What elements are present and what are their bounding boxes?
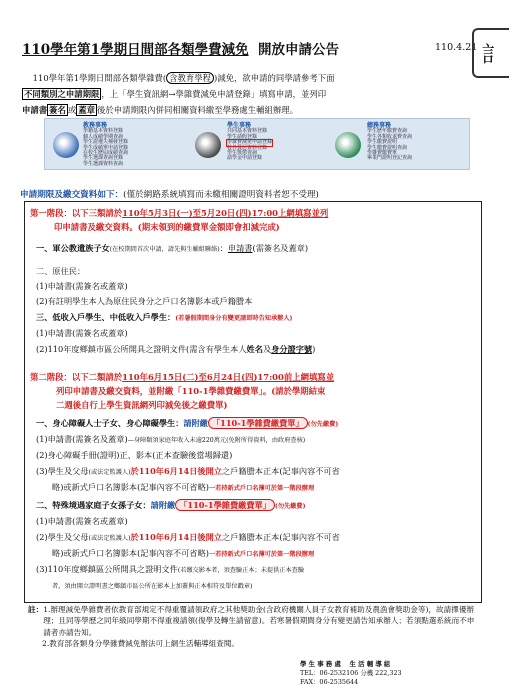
system-menu-image [44, 118, 470, 170]
special-item-2-cont: 略)或新式戶口名簿影本(記事內容不可省略)一若持新式戶口名簿可於第一階段辦理 [52, 548, 315, 558]
disabled-item-1: (1)申請書(需簽名及蓋章)—身障類須家庭年收入未逾220萬元(免附所得資料，由政府查核) [36, 434, 306, 444]
aboriginal-item-2: (2)有註明學生本人為原住民身分之戶口名簿影本或戶籍謄本 [36, 296, 253, 306]
special-heading: 二、特殊境遇家庭子女孫子女：請附繳 「110-1學雜費繳費單」 (勿先繳費) [36, 500, 306, 510]
special-item-3: (3)110年度鄉鎮區公所開具之證明文件(若繳交影本者，須查驗正本；未提供正本查驗 [36, 564, 305, 574]
lowincome-item-1: (1)申請書(需簽名或蓋章) [36, 328, 128, 338]
military-line: 一、軍公教遺族子女(在校期間首次申請，請先與生輔組聯絡)：申請書(需簽名及蓋章) [36, 243, 309, 253]
intro-paragraph: 110學年第1學期日間部各類學雜費( 含教育學程 )減免，欲申請的同學請參考下面 不同類別之申請期限 ，上「學生資訊網→學雜費減免申請登錄」填寫申請，並列印 申請書 簽名 或 蓋章 後於申請期限內併同相關資料繳至學務處生輔組辦理。 [22, 73, 335, 115]
academic-icon [53, 132, 79, 158]
side-tab: 訁 [472, 28, 509, 78]
phase1-heading: 第一階段：以下三類請於110年5月3日(一)至5月20日(四)17:00上網填寫並列 印申請書及繳交資料。(期末領到的繳費單金額即會扣減完成) [30, 208, 329, 232]
student-affairs-icon [195, 132, 221, 158]
announce-date: 110.4.21 [435, 42, 478, 53]
disabled-item-3: (3)學生及父母(或法定監護人)於110年6月14日後開立之戶籍謄本正本(記事內容不可省 [36, 466, 340, 476]
aboriginal-item-1: (1)申請書(需簽名或蓋章) [36, 281, 128, 291]
section-heading: 申請期限及繳交資料如下：(僅於網路系統填寫而未繳相關證明資料者恕不受理) [20, 190, 319, 200]
disabled-heading: 一、身心障礙人士子女、身心障礙學生：請附繳 「110-1學雜費繳費單」 (勿先繳費) [36, 418, 339, 428]
special-item-3-cont: 者，須由開立證明書之鄉鎮市區公所在影本上加蓋與正本相符及單位戳章) [52, 583, 253, 590]
disabled-item-3-cont: 略)或新式戶口名簿影本(記事內容不可省略)一若持新式戶口名簿可於第一階段辦理 [52, 482, 315, 492]
menu-col-general: 總務事務 學生歷年繳費查詢 學生各類收退費查詢 學生繳費證明 學生繳費證明查詢 學雜費繳費單 畢業門證明登記查詢 [367, 122, 413, 162]
general-affairs-icon [335, 132, 361, 158]
footnote: 註： 1.辦理減免學雜費者依教育部規定不得重覆請領政府之其他獎助金(含政府機關人員子女教育補助及農漁會獎助金等)，故請擇優辦理；且同等學歷之同年級同學期不得重複請領(復學及轉生請留意)。若寒暑假期間身分有變更請告知承辦人；若須點選系統而不申請者亦請告知。 2.教育部各類身分學雜費減免辦法可上網生活輔導組查閱。 [28, 605, 475, 649]
lowincome-item-2: (2)110年度鄉鎮市區公所開具之證明文件(需含有學生本人姓名及身分證字號) [36, 344, 316, 354]
aboriginal-heading: 二、原住民： [36, 266, 86, 276]
disabled-item-2: (2)身心障礙手冊(證明)正、影本(正本查驗後當場歸還) [36, 450, 233, 460]
office-signature: 學 生 事 務 處 生 活 輔 導 組 TEL：06-2532106 分機 222,323 FAX：06-2535644 [300, 660, 402, 686]
phase2-heading: 第二階段：以下二類請於110年6月15日(二)至6月24日(四)17:00前上網填寫並 列印申請書及繳交資料，並附繳「110-1學雜費繳費單」。(請於學期結束 二週後自行上學生資訊網列印減免後之繳費單) [30, 372, 335, 410]
page-title: 110學年第1學期日間部各類學費減免 開放申請公告 [22, 42, 339, 58]
lowincome-heading: 三、低收入戶學生、中低收入戶學生：(若暑假期間身分有變更請即時告知承辦人) [36, 312, 293, 322]
menu-col-academic: 教務事務 學籍基本資料登錄 個人成績學期查詢 學生證遺失補發登錄 學生成績單申請登錄 在校生歷屆成績查詢 學生選課查詢登錄 學生選課資料查詢 [83, 122, 129, 167]
special-item-2: (2)學生及父母(或法定監護人)於110年6月14日後開立之戶籍謄本正本(記事內容不可省 [36, 532, 340, 542]
menu-col-student: 學生事務 共同基本資料登錄 學生請假登錄 學雜費減免申請登錄 校外賃居資料登錄 學生獎懲查詢 請學金申請登錄 [227, 122, 273, 162]
special-item-1: (1)申請書(需簽名或蓋章) [36, 516, 128, 526]
